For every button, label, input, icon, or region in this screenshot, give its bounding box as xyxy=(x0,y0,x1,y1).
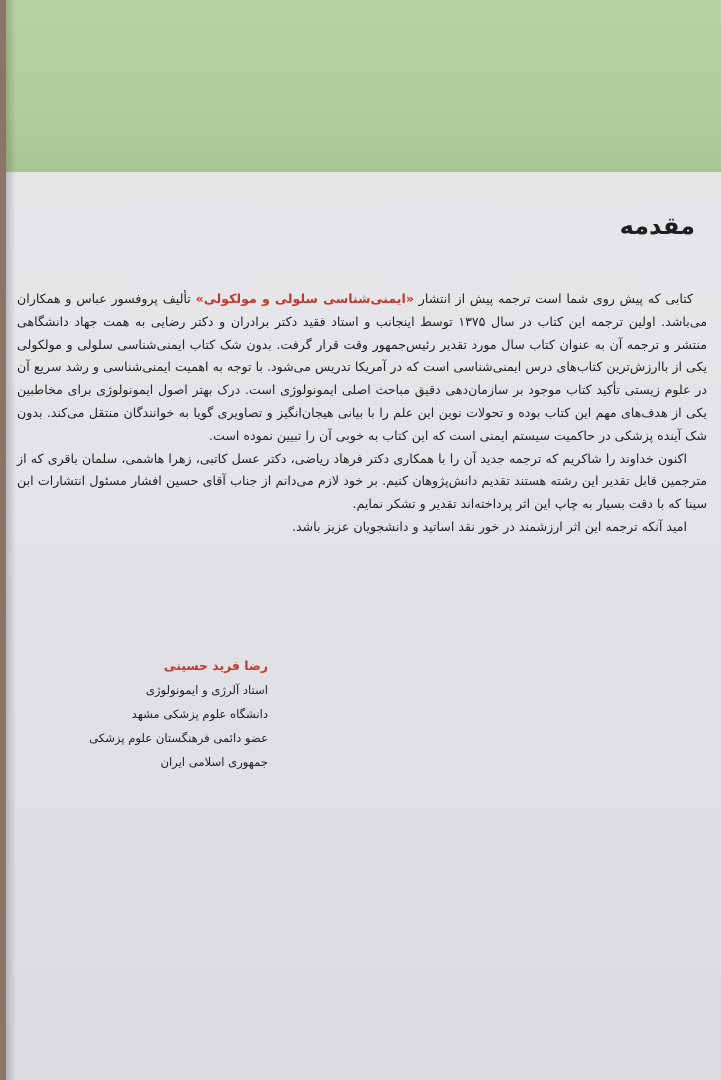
paragraph-1-rest: تألیف پروفسور عباس و همکاران می‌باشد. اولین ترجمه این کتاب در سال ۱۳۷۵ توسط اینجانب و استاد فقید دکتر برادران و دکتر رضایی به همت جهاد دانشگاهی منتشر و ترجمه آن به عنوان کتاب سال مورد تقدیر رئیس‌جمهور وقت قرار گرفت. بدون شک کتاب ایمنی‌شناسی سلولی و مولکولی یکی از باارزش‌ترین کتاب‌های درس ایمنی‌شناسی است که در آمریکا تدریس می‌شود. با توجه به اهمیت ایمنی‌شناسی و رشد سریع آن در علوم زیستی تأکید کتاب موجود بر سازمان‌دهی دقیق مباحث اصلی ایمونولوژی است. درک بهتر اصول ایمونولوژی برای مخاطبین یکی از هدف‌های مهم این کتاب بوده و تحولات نوین این علم را با بیانی هیجان‌انگیز و تصاویری گویا به خوانندگان منتقل می‌کند. بدون شک آینده پزشکی در حاکمیت سیستم ایمنی است که این کتاب به خوبی آن را تبیین نموده است. xyxy=(17,291,707,443)
paragraph-1-intro: کتابی که پیش روی شما است ترجمه پیش از انتشار xyxy=(413,291,694,306)
author-country: جمهوری اسلامی ایران xyxy=(160,755,268,769)
book-title: «ایمنی‌شناسی سلولی و مولکولی» xyxy=(195,291,414,306)
signature-block xyxy=(58,654,268,774)
header-band xyxy=(6,0,721,172)
author-title: استاد آلرژی و ایمونولوژی xyxy=(145,683,268,697)
author-academy: عضو دائمی فرهنگستان علوم پزشکی xyxy=(89,731,268,745)
page-edge-shadow xyxy=(6,0,16,1080)
author-university: دانشگاه علوم پزشکی مشهد xyxy=(131,707,268,721)
paragraph-2: اکنون خداوند را شاکریم که ترجمه جدید آن را با همکاری دکتر فرهاد ریاضی، دکتر عسل کاتبی، زهرا هاشمی، سلمان باقری که از مترجمین قابل تقدیر این رشته هستند تقدیم دانش‌پژوهان کنیم. بر خود لازم می‌دانم از جناب آقای حسین افشار مسئول انتشارات ابن سینا که با دقت بسیار به چاپ این اثر پرداخته‌اند تقدیر و تشکر نمایم. xyxy=(17,450,707,512)
paragraph-1 xyxy=(17,288,707,448)
body-text xyxy=(17,288,707,539)
author-name: رضا فرید حسینی xyxy=(163,658,268,673)
page-heading: مقدمه xyxy=(619,212,695,240)
paragraph-3: امید آنکه ترجمه این اثر ارزشمند در خور نقد اساتید و دانشجویان عزیز باشد. xyxy=(291,518,687,534)
book-page xyxy=(6,0,721,1080)
